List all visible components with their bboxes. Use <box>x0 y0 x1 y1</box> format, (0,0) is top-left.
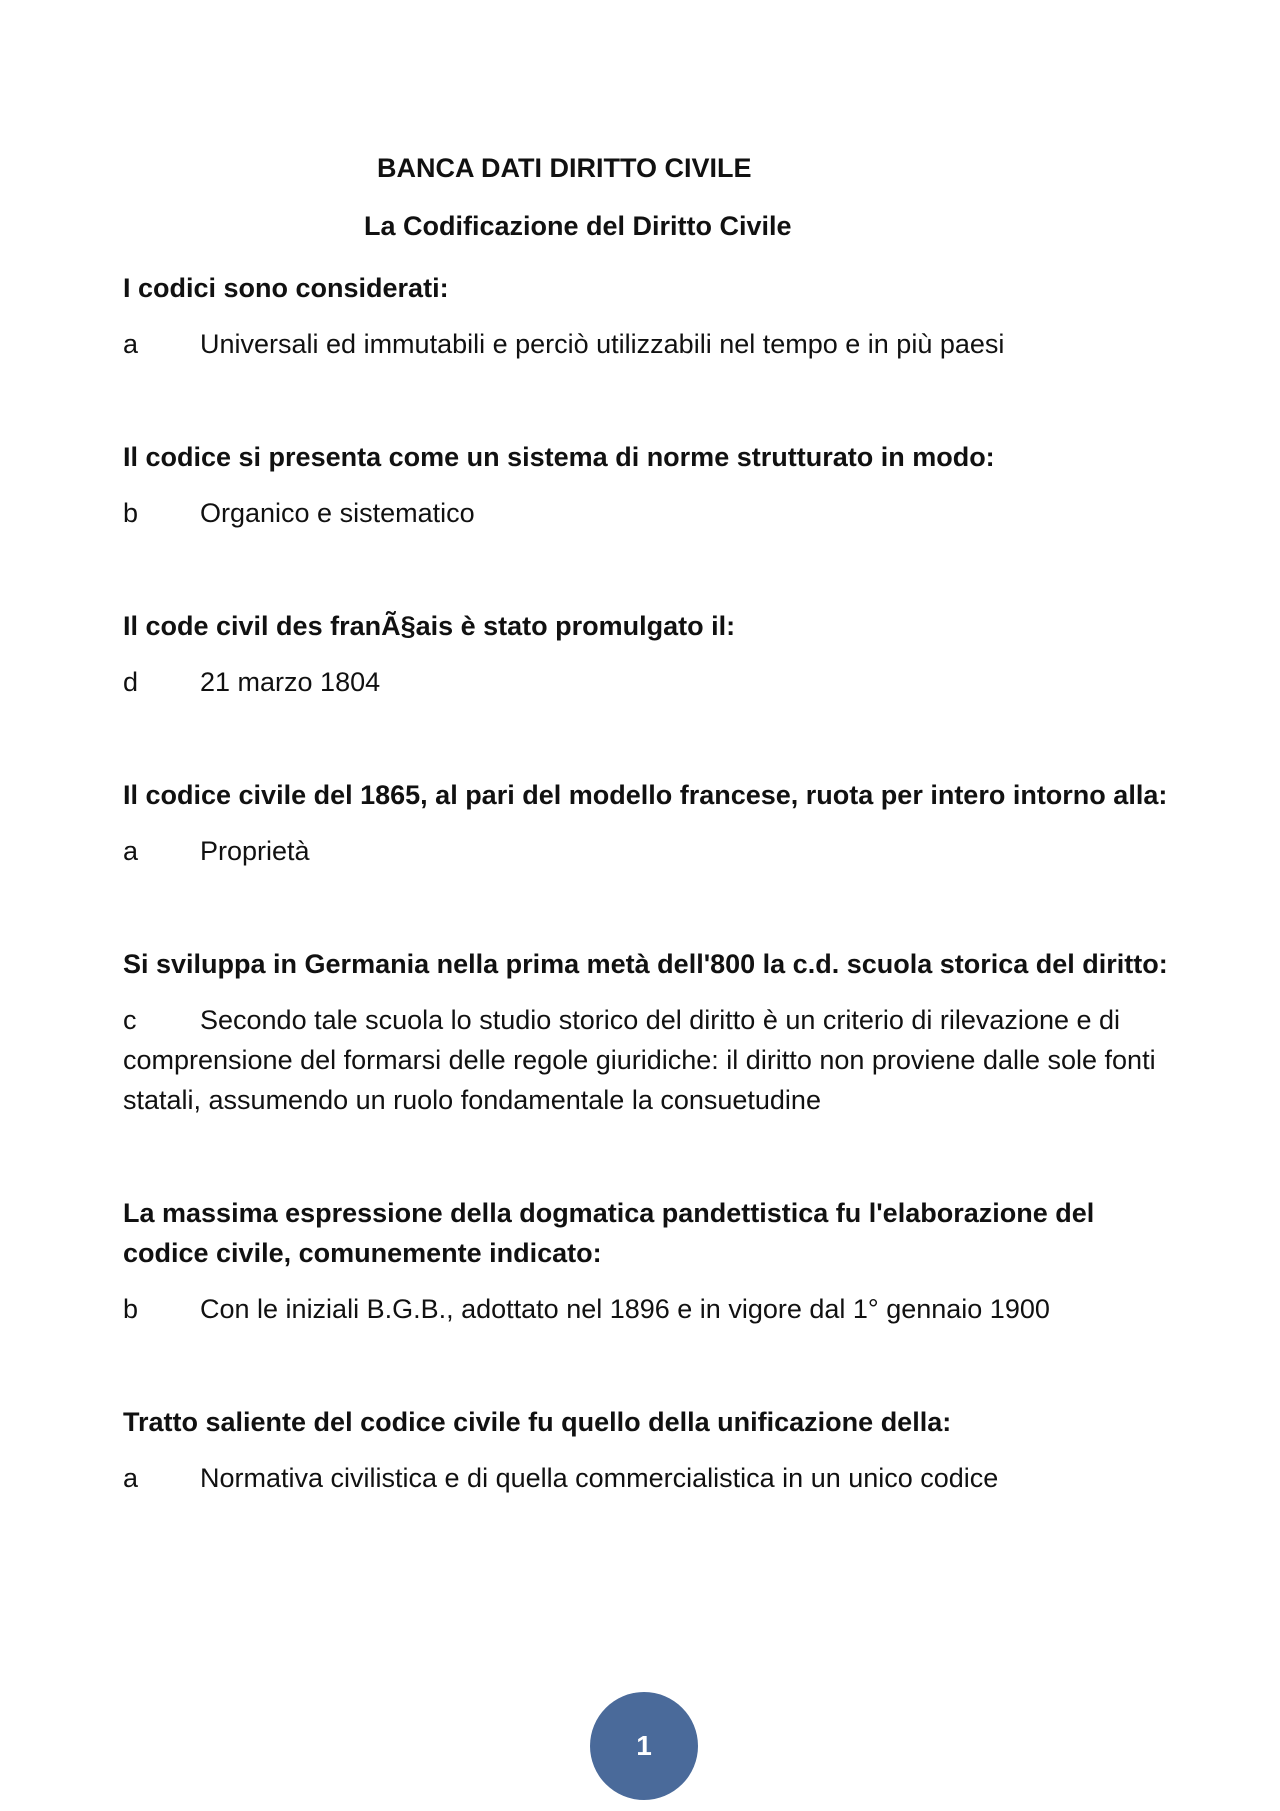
question-block <box>123 944 1168 1120</box>
answer-text: Secondo tale scuola lo studio storico del diritto è un criterio di rilevazione e di comprensione del formarsi delle regole giuridiche: il diritto non proviene dalle sole fonti statali, assumendo un ruolo fondamentale la consuetudine <box>123 1005 1156 1115</box>
question-block <box>123 437 1168 533</box>
question-list <box>123 268 1168 1571</box>
answer-line <box>123 1000 1168 1120</box>
answer-text: 21 marzo 1804 <box>200 667 381 697</box>
question-text: La massima espressione della dogmatica pandettistica fu l'elaborazione del codice civile, comunemente indicato: <box>123 1198 1095 1268</box>
answer-text: Organico e sistematico <box>200 498 475 528</box>
question-text: Tratto saliente del codice civile fu quello della unificazione della: <box>123 1407 952 1437</box>
question-text: Il code civil des franÃ§ais è stato promulgato il: <box>123 611 736 641</box>
question-block <box>123 268 1168 364</box>
answer-letter: a <box>123 329 139 359</box>
question-text: Il codice si presenta come un sistema di norme strutturato in modo: <box>123 442 995 472</box>
question-block <box>123 606 1168 702</box>
question-block <box>123 1193 1168 1329</box>
document-subtitle: La Codificazione del Diritto Civile <box>364 211 792 241</box>
answer-text: Proprietà <box>200 836 310 866</box>
answer-line <box>123 662 1168 702</box>
answer-line <box>123 831 1168 871</box>
answer-letter: b <box>123 498 139 528</box>
answer-text: Con le iniziali B.G.B., adottato nel 1896 e in vigore dal 1° gennaio 1900 <box>200 1294 1050 1324</box>
page-number-badge: 1 <box>590 1692 698 1800</box>
answer-line <box>123 493 1168 533</box>
answer-line <box>123 1289 1168 1329</box>
answer-letter: d <box>123 667 139 697</box>
answer-letter: a <box>123 1463 139 1493</box>
question-text: I codici sono considerati: <box>123 273 449 303</box>
answer-letter: b <box>123 1294 139 1324</box>
question-text: Il codice civile del 1865, al pari del modello francese, ruota per intero intorno alla: <box>123 780 1168 810</box>
answer-letter: a <box>123 836 139 866</box>
document-title: BANCA DATI DIRITTO CIVILE <box>377 153 752 183</box>
answer-text: Universali ed immutabili e perciò utilizzabili nel tempo e in più paesi <box>200 329 1005 359</box>
question-text: Si sviluppa in Germania nella prima metà dell'800 la c.d. scuola storica del diritto: <box>123 949 1168 979</box>
question-block <box>123 775 1168 871</box>
answer-line <box>123 324 1168 364</box>
answer-line <box>123 1458 1168 1498</box>
answer-text: Normativa civilistica e di quella commercialistica in un unico codice <box>200 1463 999 1493</box>
answer-letter: c <box>123 1005 137 1035</box>
question-block <box>123 1402 1168 1498</box>
